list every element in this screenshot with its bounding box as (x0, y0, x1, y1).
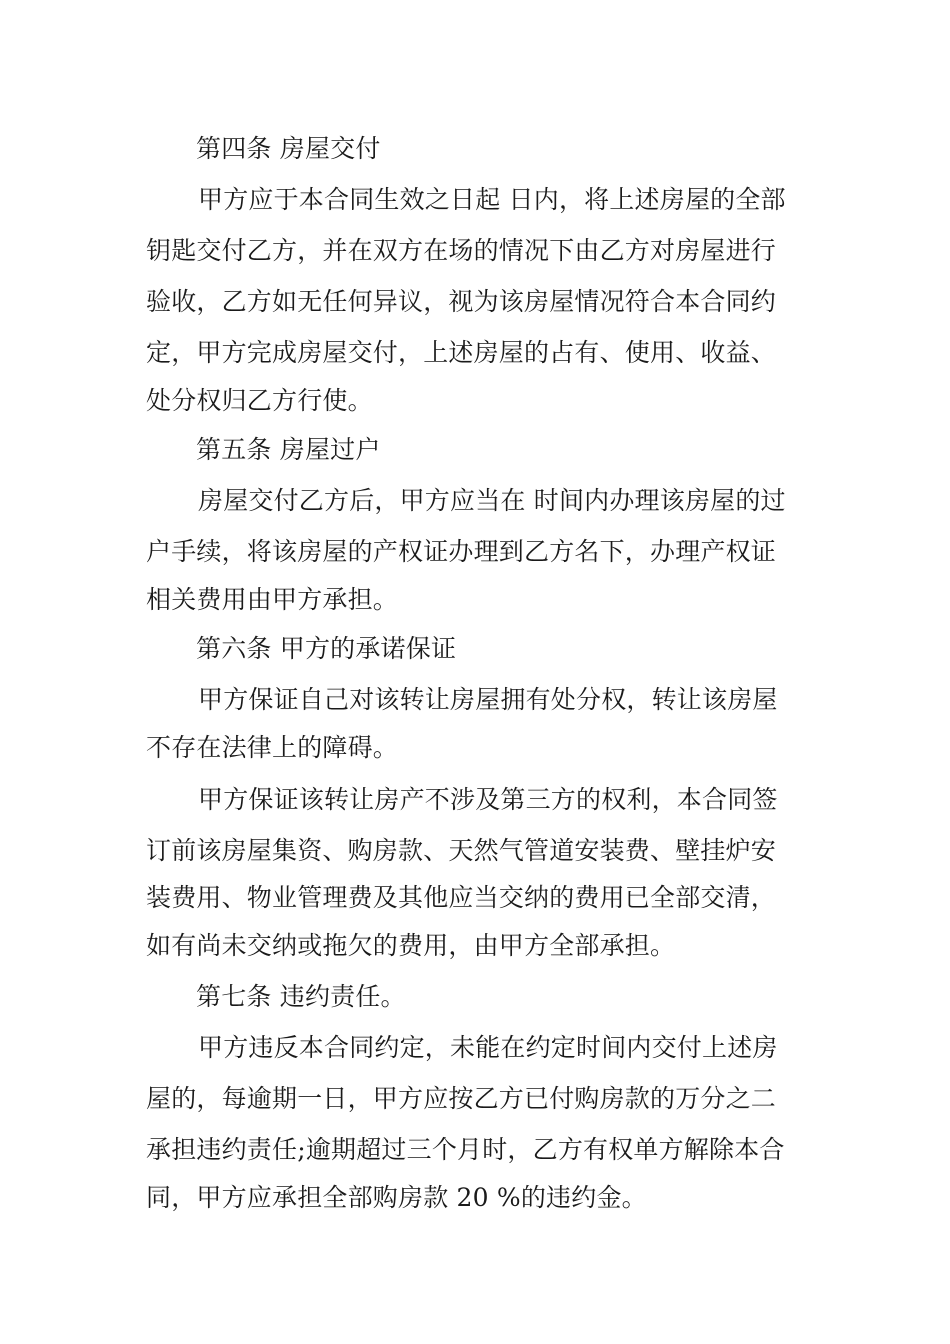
article-5-heading: 第五条 房屋过户 (196, 435, 381, 464)
article-4-heading: 第四条 房屋交付 (196, 134, 381, 163)
paragraph-line: 户手续，将该房屋的产权证办理到乙方名下，办理产权证 (146, 537, 777, 566)
paragraph-line: 定，甲方完成房屋交付，上述房屋的占有、使用、收益、 (146, 338, 777, 367)
paragraph-line: 房屋交付乙方后，甲方应当在 时间内办理该房屋的过 (198, 486, 786, 515)
paragraph-line: 不存在法律上的障碍。 (146, 733, 399, 762)
paragraph-line: 订前该房屋集资、购房款、天然气管道安装费、壁挂炉安 (146, 836, 777, 865)
paragraph-line: 甲方应于本合同生效之日起 日内，将上述房屋的全部 (198, 185, 786, 214)
paragraph-line: 钥匙交付乙方，并在双方在场的情况下由乙方对房屋进行 (146, 236, 777, 265)
paragraph-line: 屋的，每逾期一日，甲方应按乙方已付购房款的万分之二 (146, 1084, 777, 1113)
paragraph-line: 装费用、物业管理费及其他应当交纳的费用已全部交清， (146, 883, 777, 912)
article-6-heading: 第六条 甲方的承诺保证 (196, 634, 457, 663)
paragraph-line: 处分权归乙方行使。 (146, 386, 373, 415)
paragraph-line: 验收，乙方如无任何异议，视为该房屋情况符合本合同约 (146, 287, 777, 316)
paragraph-line: 承担违约责任;逾期超过三个月时，乙方有权单方解除本合 (146, 1135, 785, 1164)
paragraph-line: 同，甲方应承担全部购房款 20 %的违约金。 (146, 1183, 647, 1212)
paragraph-line: 甲方保证自己对该转让房屋拥有处分权，转让该房屋 (198, 685, 778, 714)
paragraph-line: 如有尚未交纳或拖欠的费用，由甲方全部承担。 (146, 931, 676, 960)
paragraph-line: 相关费用由甲方承担。 (146, 585, 399, 614)
paragraph-line: 甲方违反本合同约定，未能在约定时间内交付上述房 (198, 1033, 778, 1062)
article-7-heading: 第七条 违约责任。 (196, 982, 406, 1011)
paragraph-line: 甲方保证该转让房产不涉及第三方的权利，本合同签 (198, 785, 778, 814)
